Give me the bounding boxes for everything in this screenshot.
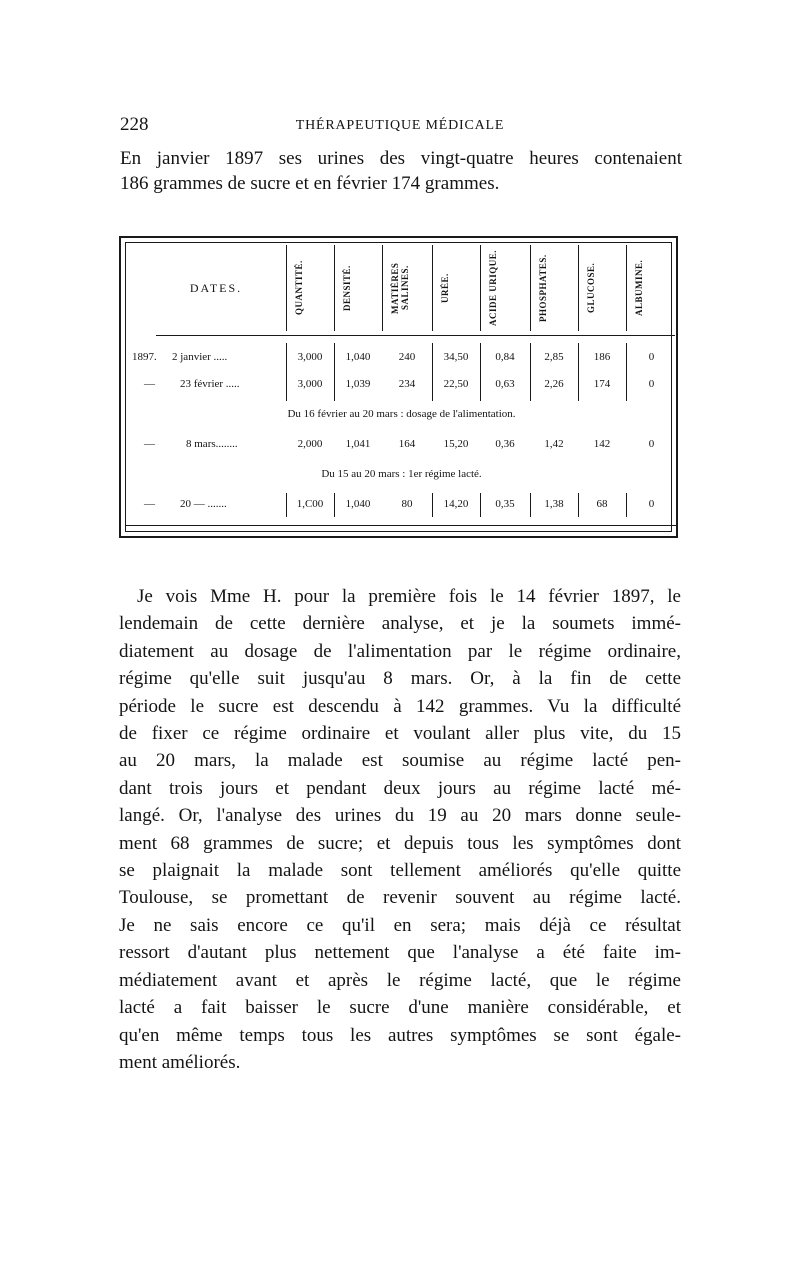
header-glucose: GLUCOSE. (586, 262, 596, 314)
cell-glucose: 174 (593, 378, 611, 390)
cell-matieres-salines: 164 (398, 438, 416, 450)
cell-phosphates: 1,42 (544, 438, 564, 450)
body-line: se plaignait la malade sont tellement améliorés qu'elle quitte (119, 860, 681, 882)
column-divider (334, 245, 335, 331)
header-acide-urique: ACIDE URIQUE. (488, 250, 498, 327)
body-paragraph (119, 583, 681, 1076)
table-inner-border (125, 242, 672, 532)
cell-albumine: 0 (648, 351, 655, 363)
column-divider (286, 245, 287, 331)
cell-date: 8 mars........ (186, 438, 238, 450)
cell-acide-urique: 0,36 (495, 438, 515, 450)
cell-matieres-salines: 240 (398, 351, 416, 363)
cell-date: 23 février ..... (180, 378, 240, 390)
body-line: Je vois Mme H. pour la première fois le 14 février 1897, le (137, 586, 681, 607)
cell-year: 1897. (132, 351, 157, 363)
column-divider (578, 245, 579, 331)
column-divider (530, 245, 531, 331)
footer-rule (126, 525, 677, 526)
cell-phosphates: 2,85 (544, 351, 564, 363)
cell-date: 2 janvier ..... (172, 351, 228, 363)
body-line: médiatement avant et après le régime lacté, que le régime (119, 969, 681, 991)
cell-glucose: 186 (593, 351, 611, 363)
cell-albumine: 0 (648, 378, 655, 390)
header-matieres-salines: MATIÈRES SALINES. (390, 262, 410, 314)
body-line: de fixer ce régime ordinaire et voulant aller plus vite, du 15 (119, 723, 681, 745)
cell-densite: 1,039 (345, 378, 371, 390)
column-divider (626, 245, 627, 331)
table-note: Du 15 au 20 mars : 1er régime lacté. (321, 468, 482, 480)
column-divider (382, 245, 383, 331)
cell-glucose: 142 (593, 438, 611, 450)
intro-paragraph (120, 146, 682, 196)
cell-densite: 1,041 (345, 438, 371, 450)
running-title: THÉRAPEUTIQUE MÉDICALE (295, 118, 505, 133)
cell-uree: 34,50 (443, 351, 469, 363)
cell-year: — (144, 438, 155, 450)
header-phosphates: PHOSPHATES. (538, 254, 548, 322)
cell-albumine: 0 (648, 498, 655, 510)
cell-year: — (144, 498, 155, 510)
cell-quantite: 3,000 (297, 378, 323, 390)
body-line: ressort d'autant plus nettement que l'analyse a été faite im- (119, 942, 681, 964)
body-line: période le sucre est descendu à 142 grammes. Vu la difficulté (119, 695, 681, 717)
cell-quantite: 3,000 (297, 351, 323, 363)
cell-phosphates: 1,38 (544, 498, 564, 510)
data-table (119, 236, 678, 538)
cell-date: 20 — ....... (180, 498, 227, 510)
cell-densite: 1,040 (345, 498, 371, 510)
cell-year: — (144, 378, 155, 390)
header-dates: DATES. (189, 281, 243, 295)
header-rule (156, 335, 675, 336)
cell-glucose: 68 (596, 498, 608, 510)
column-divider (432, 245, 433, 331)
cell-uree: 14,20 (443, 498, 469, 510)
body-line: régime qu'elle suit jusqu'au 8 mars. Or, à la fin de cette (119, 668, 681, 690)
page-number: 228 (120, 114, 149, 135)
header-albumine: ALBUMINE. (634, 259, 644, 317)
body-line: ment 68 grammes de sucre; et depuis tous les symptômes dont (119, 832, 681, 854)
cell-matieres-salines: 80 (401, 498, 413, 510)
cell-acide-urique: 0,35 (495, 498, 515, 510)
body-line: lendemain de cette dernière analyse, et je la soumets immé- (119, 613, 681, 635)
cell-densite: 1,040 (345, 351, 371, 363)
body-line: diatement au dosage de l'alimentation par le régime ordinaire, (119, 640, 681, 662)
cell-phosphates: 2,26 (544, 378, 564, 390)
cell-uree: 15,20 (443, 438, 469, 450)
body-line: langé. Or, l'analyse des urines du 19 au 20 mars donne seule- (119, 805, 681, 827)
header-quantite: QUANTITÉ. (294, 260, 304, 316)
cell-quantite: 1,C00 (296, 498, 324, 510)
body-line: dant trois jours et pendant deux jours au régime lacté mé- (119, 777, 681, 799)
cell-quantite: 2,000 (297, 438, 323, 450)
cell-acide-urique: 0,63 (495, 378, 515, 390)
body-line: lacté a fait baisser le sucre d'une manière considérable, et (119, 997, 681, 1019)
body-line: Je ne sais encore ce qu'il en sera; mais déjà ce résultat (119, 914, 681, 936)
header-densite: DENSITÉ. (342, 265, 352, 311)
body-line: au 20 mars, la malade est soumise au régime lacté pen- (119, 750, 681, 772)
body-line: ment améliorés. (119, 1051, 241, 1073)
table-note: Du 16 février au 20 mars : dosage de l'alimentation. (287, 408, 516, 420)
cell-acide-urique: 0,84 (495, 351, 515, 363)
cell-matieres-salines: 234 (398, 378, 416, 390)
header-uree: URÉE. (440, 273, 450, 303)
column-divider (480, 245, 481, 331)
cell-albumine: 0 (648, 438, 655, 450)
intro-line: En janvier 1897 ses urines des vingt-quatre heures contenaient (120, 148, 682, 169)
body-line: Toulouse, se promettant de revenir souvent au régime lacté. (119, 887, 681, 909)
cell-uree: 22,50 (443, 378, 469, 390)
intro-line: 186 grammes de sucre et en février 174 grammes. (120, 173, 500, 194)
body-line: qu'en même temps tous les autres symptômes se sont égale- (119, 1024, 681, 1046)
